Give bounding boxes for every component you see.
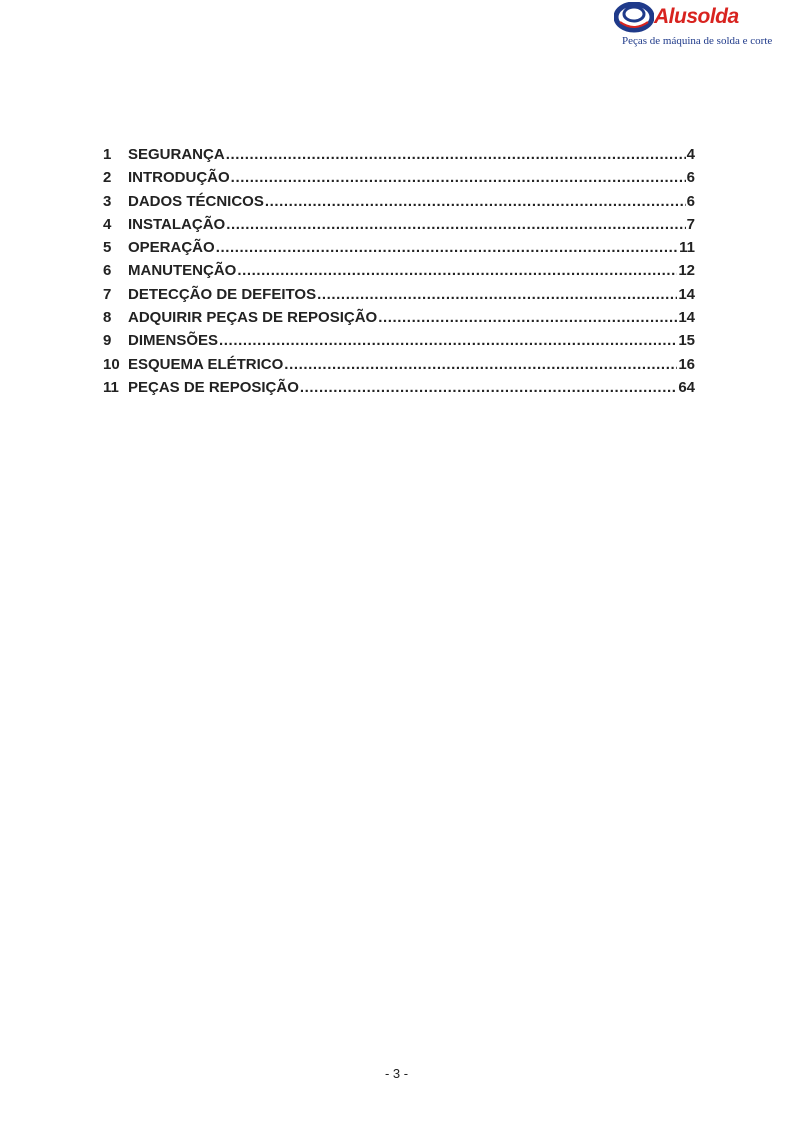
toc-entry-number: 3 xyxy=(103,192,112,210)
toc-entry-number: 6 xyxy=(103,262,112,280)
toc-entry-page: 14 xyxy=(678,285,695,303)
toc-entry[interactable] xyxy=(103,356,695,379)
toc-entry-page: 16 xyxy=(678,355,695,373)
toc-entry[interactable] xyxy=(103,146,695,169)
toc-entry-page: 11 xyxy=(679,239,695,257)
logo-emblem-icon xyxy=(614,2,654,34)
toc-entry[interactable] xyxy=(103,216,695,239)
toc-dot-leader xyxy=(237,262,677,279)
toc-entry-number: 8 xyxy=(103,309,112,327)
toc-entry-number: 5 xyxy=(103,239,112,257)
table-of-contents xyxy=(103,146,695,402)
page-number: - 3 - xyxy=(384,1066,409,1081)
toc-dot-leader xyxy=(265,193,686,210)
toc-entry-title: INTRODUÇÃO xyxy=(128,169,230,187)
toc-entry-title: DETECÇÃO DE DEFEITOS xyxy=(128,285,317,303)
brand-logo xyxy=(612,2,773,48)
toc-dot-leader xyxy=(219,332,677,349)
toc-entry-number: 7 xyxy=(103,285,112,303)
toc-entry-number: 9 xyxy=(103,332,112,350)
toc-entry-page: 6 xyxy=(686,192,695,210)
toc-dot-leader xyxy=(226,146,686,163)
toc-entry[interactable] xyxy=(103,379,695,402)
toc-dot-leader xyxy=(317,286,677,303)
toc-entry-title: DIMENSÕES xyxy=(128,332,219,350)
toc-entry-title: PEÇAS DE REPOSIÇÃO xyxy=(128,378,299,396)
toc-entry-page: 64 xyxy=(678,378,695,396)
toc-entry-title: OPERAÇÃO xyxy=(128,239,215,257)
toc-entry[interactable] xyxy=(103,286,695,309)
logo-tagline: Peças de máquina de solda e corte xyxy=(622,35,773,47)
toc-entry[interactable] xyxy=(103,193,695,216)
toc-entry-title: INSTALAÇÃO xyxy=(128,215,226,233)
toc-entry[interactable] xyxy=(103,239,695,262)
toc-entry-page: 12 xyxy=(678,262,695,280)
toc-entry-page: 15 xyxy=(678,332,695,350)
toc-entry-number: 11 xyxy=(103,378,119,396)
toc-entry-title: DADOS TÉCNICOS xyxy=(128,192,264,210)
toc-dot-leader xyxy=(284,356,677,373)
toc-entry-number: 4 xyxy=(103,215,112,233)
toc-entry-title: ESQUEMA ELÉTRICO xyxy=(128,355,284,373)
toc-entry[interactable] xyxy=(103,309,695,332)
toc-entry-page: 7 xyxy=(686,215,695,233)
toc-entry-title: MANUTENÇÃO xyxy=(128,262,237,280)
toc-dot-leader xyxy=(231,169,686,186)
toc-entry[interactable] xyxy=(103,169,695,192)
toc-entry-title: SEGURANÇA xyxy=(128,146,225,163)
toc-dot-leader xyxy=(226,216,685,233)
toc-dot-leader xyxy=(378,309,677,326)
toc-entry-page: 14 xyxy=(678,309,695,327)
toc-entry-number: 2 xyxy=(103,169,112,187)
toc-entry-page: 6 xyxy=(686,169,695,187)
toc-entry[interactable] xyxy=(103,332,695,355)
toc-dot-leader xyxy=(216,239,678,256)
toc-entry-number: 10 xyxy=(103,355,120,373)
logo-wordmark: Alusolda xyxy=(654,5,739,28)
toc-entry-page: 4 xyxy=(686,146,695,163)
toc-dot-leader xyxy=(300,379,677,396)
toc-entry[interactable] xyxy=(103,262,695,285)
toc-entry-number: 1 xyxy=(103,146,112,163)
toc-entry-title: ADQUIRIR PEÇAS DE REPOSIÇÃO xyxy=(128,309,378,327)
